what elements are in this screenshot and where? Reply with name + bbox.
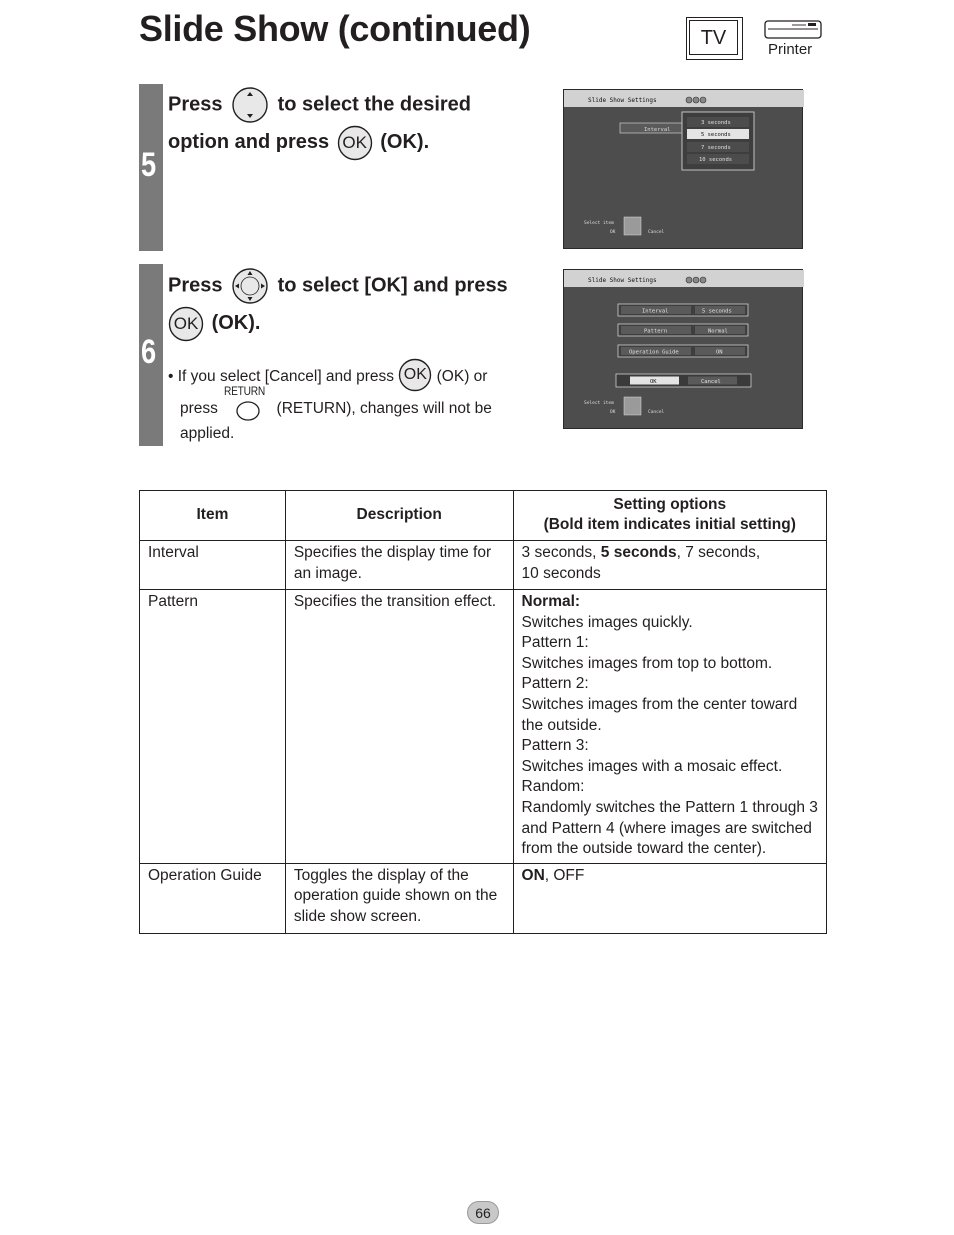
screen-5-option-1: 5 seconds [701,132,731,138]
screen-6-row-1-value: Normal [708,328,728,335]
screen-6-ok-button: OK [650,379,657,385]
row-guide-item: Operation Guide [140,863,286,933]
table-header-row [140,491,827,541]
step-6-number: 6 [141,333,157,371]
step-6-text-press: Press [168,274,223,297]
screen-5-field: Interval [644,127,671,133]
step-5-instruction [168,86,471,161]
screen-5-help-select: Select item [584,221,614,226]
ok-icon-label: OK [342,132,367,152]
table-row [140,541,827,590]
four-way-button-icon [230,267,270,305]
screen-6-help-ok: OK [610,410,616,415]
row-interval-options [513,541,826,590]
pattern-line: Random: [521,778,585,796]
screen-6-row-1-label: Pattern [644,328,668,335]
screen-6-title: Slide Show Settings [588,277,657,284]
row-pattern-description: Specifies the transition effect. [285,590,513,864]
step-6-note [168,362,492,446]
ok-button-icon [398,358,432,392]
return-label: RETURN [224,384,266,398]
step-6-screenshot [563,269,803,429]
guide-opt-default: ON [521,866,545,884]
row-pattern-item: Pattern [140,590,286,864]
step-5-text-option: option and press [168,131,330,153]
settings-table [139,490,827,934]
note-part4: (RETURN), changes will not be [276,400,492,418]
step-6-text-ok: (OK). [211,312,261,334]
pattern-line: Randomly switches the Pattern 1 through 3 and Pattern 4 (where images are switched from the outside toward the center). [521,798,818,858]
screen-6-row-2-value: ON [716,349,723,356]
ok-button-icon [168,306,204,342]
step-5-number: 5 [141,146,157,184]
row-interval-description: Specifies the display time for an image. [285,541,513,590]
step-5-text-select: to select the desired [277,93,472,116]
note-part2: (OK) or [436,368,488,386]
screen-5-title: Slide Show Settings [588,97,657,104]
step-6-instruction [168,267,508,342]
ok-button-icon [337,125,373,161]
ok-icon-label: OK [173,313,199,333]
note-bullet: • [168,368,174,386]
interval-opt-default: 5 seconds [600,544,677,561]
header-item: Item [140,491,286,541]
page-number: 66 [467,1201,499,1224]
pattern-line: Switches images quickly. [521,613,693,631]
step-5-screenshot [563,89,803,249]
screen-5-option-0: 3 seconds [701,120,731,126]
screen-6-row-0-value: 5 seconds [702,308,732,315]
up-down-button-icon [230,86,270,124]
interval-opt-b: , 7 seconds, [676,544,761,561]
guide-opt-rest: , OFF [544,866,585,884]
header-setting-options [513,491,826,541]
pattern-line: Pattern 2: [521,675,589,693]
pattern-line: Pattern 1: [521,634,589,652]
screen-5-help-cancel: Cancel [648,230,665,235]
step-5-text-ok: (OK). [380,131,430,153]
page-title: Slide Show (continued) [139,8,531,49]
printer-label: Printer [768,41,813,58]
table-row [140,590,827,864]
screen-5-help-ok: OK [610,230,616,235]
screen-5-option-3: 10 seconds [699,157,733,163]
interval-opt-a: 3 seconds, [521,544,601,561]
screen-6-cancel-button: Cancel [701,379,721,385]
pattern-normal-label: Normal: [521,593,581,610]
screen-6-help-select: Select item [584,401,614,406]
header-description: Description [285,491,513,541]
tv-icon [686,17,743,60]
step-5-text-press: Press [168,93,223,116]
pattern-line: Switches images from the center toward the outside. [521,695,798,734]
row-guide-description: Toggles the display of the operation guide shown on the slide show screen. [285,863,513,933]
note-part5: applied. [180,425,235,442]
step-6-text-select: to select [OK] and press [277,274,508,297]
screen-5-option-2: 7 seconds [701,145,731,151]
row-guide-options [513,863,826,933]
screen-6-row-2-label: Operation Guide [629,349,679,356]
note-part1: If you select [Cancel] and press [177,368,395,386]
note-part3: press [180,400,218,418]
pattern-line: Pattern 3: [521,737,589,755]
tv-label: TV [689,20,738,55]
header-options-line2: (Bold item indicates initial setting) [543,515,796,533]
header-options-line1: Setting options [613,495,727,513]
table-row [140,863,827,933]
pattern-line: Switches images from top to bottom. [521,654,773,672]
row-interval-item: Interval [140,541,286,590]
return-button-icon [222,384,272,422]
note-ok-icon-label: OK [403,366,427,383]
row-pattern-options [513,590,826,864]
pattern-line: Switches images with a mosaic effect. [521,757,783,775]
printer-icon [764,19,822,41]
screen-6-help-cancel: Cancel [648,410,665,415]
screen-6-row-0-label: Interval [642,308,669,315]
interval-opt-c: 10 seconds [521,564,601,582]
